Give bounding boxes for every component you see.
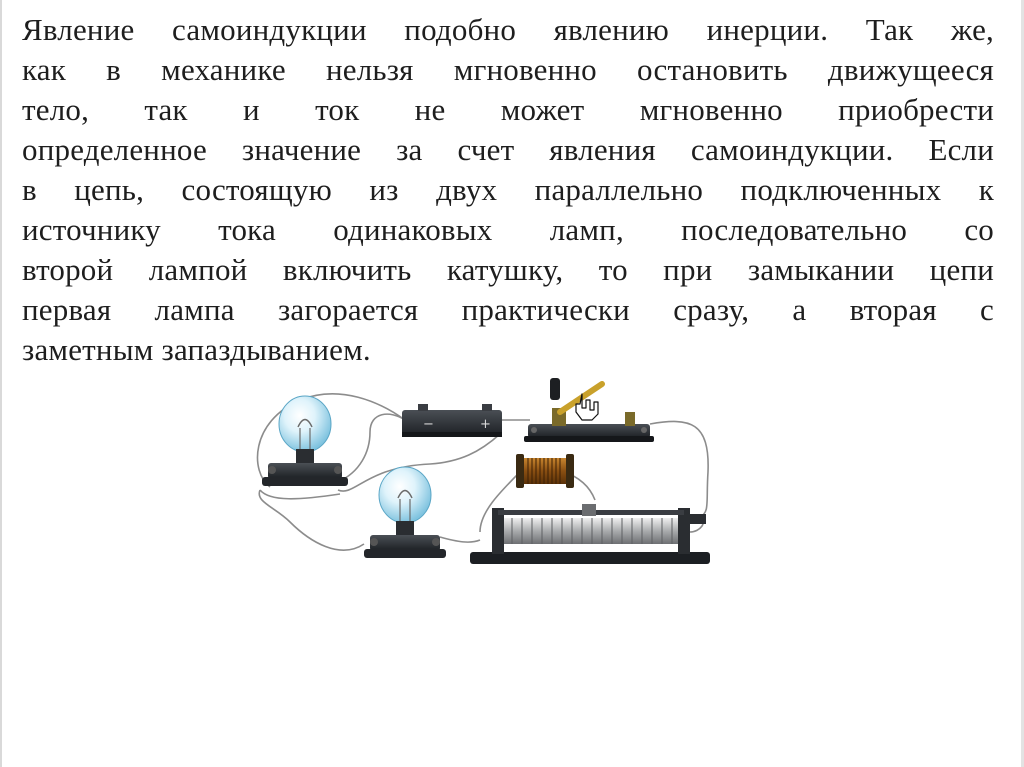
paragraph-line: первая лампа загорается практически сразу, а вторая с [22,292,994,327]
paragraph-self-induction [22,10,994,370]
paragraph-line: определенное значение за счет явления самоиндукции. Если [22,132,994,167]
lamp-icon [364,467,446,558]
rheostat-icon [470,504,710,564]
circuit-illustration [230,372,730,577]
slide-left-edge [0,0,2,767]
paragraph-line: как в механике нельзя мгновенно остановить движущееся [22,52,994,87]
battery-minus-label: − [423,417,434,432]
paragraph-line: заметным запаздыванием. [22,332,371,367]
coil-icon [516,454,574,488]
paragraph-line: в цепь, состоящую из двух параллельно подключенных к [22,172,994,207]
paragraph-line: источнику тока одинаковых ламп, последовательно со [22,212,994,247]
paragraph-line: Явление самоиндукции подобно явлению инерции. Так же, [22,12,994,47]
paragraph-line: тело, так и ток не может мгновенно приобрести [22,92,994,127]
battery-icon [402,404,502,437]
battery-plus-label: + [480,417,491,432]
paragraph-line: второй лампой включить катушку, то при замыкании цепи [22,252,994,287]
lamp-icon [262,396,348,486]
